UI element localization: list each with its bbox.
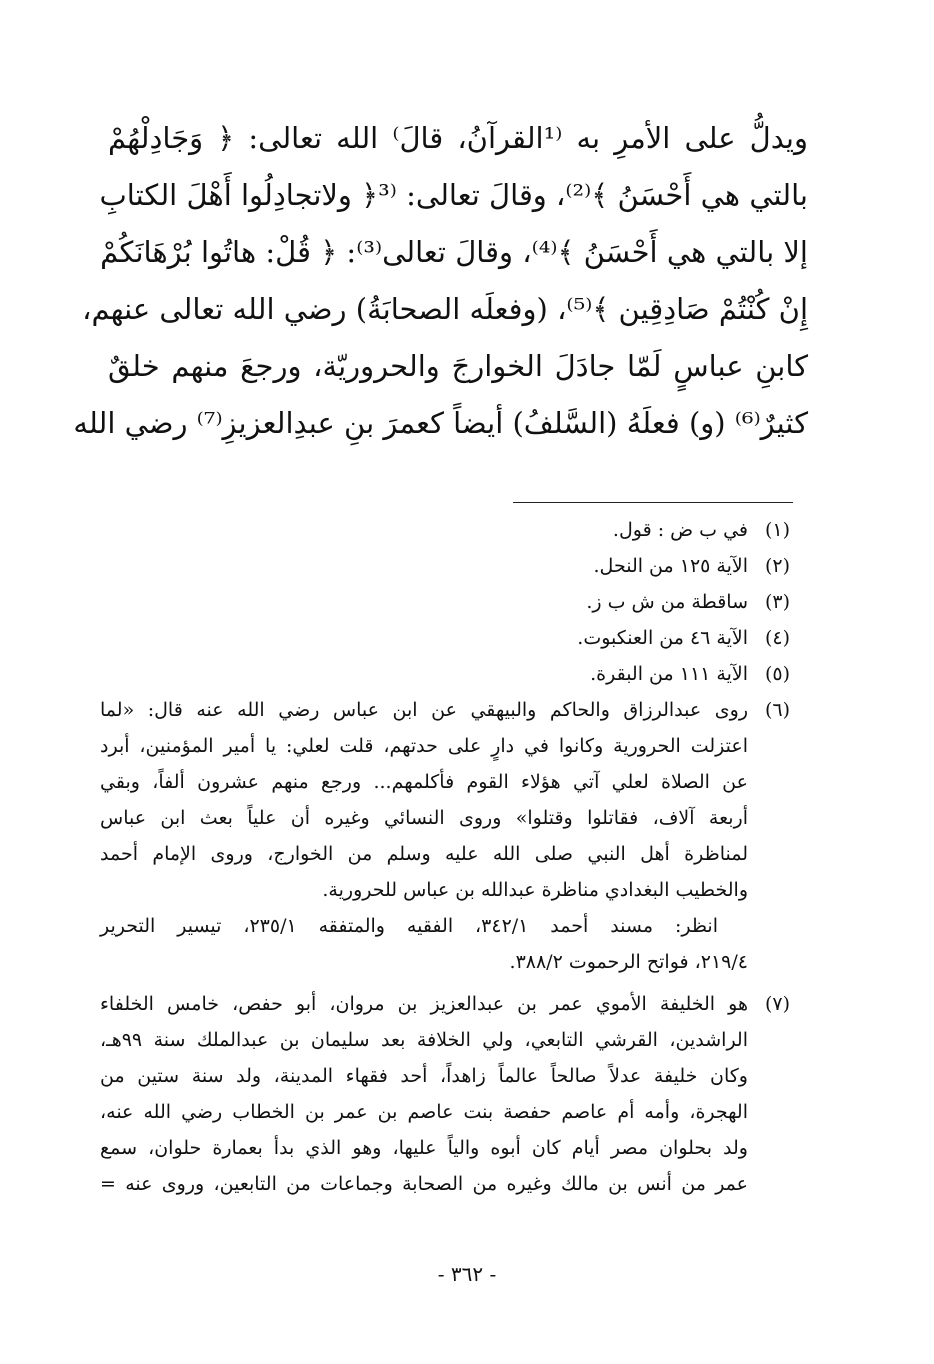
main-text-line: كثيرٌ⁽⁶⁾ (و) فعلَهُ (السَّلفُ) أيضاً كعمرَ بنِ عبدِالعزيزِ⁽⁷⁾ رضي الله xyxy=(73,406,808,440)
footnote-1 xyxy=(100,512,790,548)
footnote-number: (٢) xyxy=(764,555,790,577)
footnote-text: في ب ض : قول. xyxy=(612,519,748,541)
main-text-line: إِنْ كُنْتُمْ صَادِقِين ﴾⁽⁵⁾، (وفعلَه الصحابَةُ) رضي الله تعالى عنهم، xyxy=(82,292,808,326)
footnote-reference: ٢١٩/٤، فواتح الرحموت ٣٨٨/٢. xyxy=(509,951,748,973)
footnote-7 xyxy=(100,986,790,1202)
main-text-line: إلا بالتي هي أَحْسَنُ ﴾⁽⁴⁾، وقالَ تعالى⁽³⁾: ﴿ قُلْ: هاتُوا بُرْهَانَكُمْ xyxy=(100,235,808,269)
footnote-text: والخطيب البغدادي مناظرة عبدالله بن عباس للحرورية. xyxy=(322,879,748,901)
footnotes xyxy=(100,512,790,1202)
main-text-line: ويدلُّ على الأمرِ به ⁽¹القرآنُ، قالَ⁾ الله تعالى: ﴿ وَجَادِلْهُمْ xyxy=(108,121,808,155)
footnote-text: عن الصلاة لعلي آتي هؤلاء القوم فأكلمهم... ورجع منهم عشرون ألفاً، وبقي xyxy=(100,771,748,793)
footnote-number: (٧) xyxy=(764,993,790,1015)
footnote-text: لمناظرة أهل النبي صلى الله عليه وسلم من الخوارج، وروى الإمام أحمد xyxy=(100,843,748,865)
footnote-5 xyxy=(100,656,790,692)
page-number: - ٣٦٢ - xyxy=(437,1262,497,1286)
footnote-text: ولد بحلوان مصر أيام كان أبوه والياً عليها، وهو الذي بدأ بعمارة حلوان، سمع xyxy=(100,1137,748,1159)
footnote-text: عمر من أنس بن مالك وغيره من الصحابة وجماعات من التابعين، وروى عنه = xyxy=(100,1173,748,1195)
footnote-number: (١) xyxy=(764,519,790,541)
footnote-2 xyxy=(100,548,790,584)
footnote-text: روى عبدالرزاق والحاكم والبيهقي عن ابن عباس رضي الله عنه قال: «لما xyxy=(100,699,748,721)
footnote-3 xyxy=(100,584,790,620)
footnote-number: (٦) xyxy=(764,699,790,721)
footnote-text: ساقطة من ش ب ز. xyxy=(586,591,748,613)
footnote-6 xyxy=(100,692,790,980)
main-text xyxy=(73,110,808,452)
footnote-text: اعتزلت الحرورية وكانوا في دارٍ على حدتهم، قلت لعلي: يا أمير المؤمنين، أبرد xyxy=(100,735,748,757)
footnote-text: وكان خليفة عدلاً صالحاً عالماً زاهداً، أحد فقهاء المدينة، ولد سنة ستين من xyxy=(100,1065,748,1087)
footnote-text: أربعة آلاف، فقاتلوا وقتلوا» وروى النسائي وغيره أن علياً بعث ابن عباس xyxy=(100,807,748,829)
main-text-line: كابنِ عباسٍ لَمّا جادَلَ الخوارجَ والحروريّة، ورجعَ منهم خلقٌ xyxy=(108,349,808,383)
footnote-text: الراشدين، القرشي التابعي، ولي الخلافة بعد سليمان بن عبدالملك سنة ٩٩هـ، xyxy=(100,1029,748,1051)
footnote-reference: انظر: مسند أحمد ٣٤٢/١، الفقيه والمتفقه ٢٣٥/١، تيسير التحرير xyxy=(100,915,718,937)
footnote-4 xyxy=(100,620,790,656)
footnote-text: الآية ١٢٥ من النحل. xyxy=(593,555,748,577)
footnote-number: (٥) xyxy=(764,663,790,685)
footnote-text: هو الخليفة الأموي عمر بن عبدالعزيز بن مروان، أبو حفص، خامس الخلفاء xyxy=(100,993,748,1015)
footnote-text: الهجرة، وأمه أم عاصم حفصة بنت عاصم بن عمر بن الخطاب رضي الله عنه، xyxy=(100,1101,748,1123)
footnote-text: الآية ١١١ من البقرة. xyxy=(590,663,748,685)
main-text-line: بالتي هي أَحْسَنُ ﴾⁽²⁾، وقالَ تعالى: ⁽³﴿ ولاتجادِلُوا أَهْلَ الكتابِ xyxy=(99,178,808,212)
footnote-separator xyxy=(513,502,793,503)
footnote-number: (٤) xyxy=(764,627,790,649)
footnote-text: الآية ٤٦ من العنكبوت. xyxy=(577,627,748,649)
footnote-number: (٣) xyxy=(764,591,790,613)
